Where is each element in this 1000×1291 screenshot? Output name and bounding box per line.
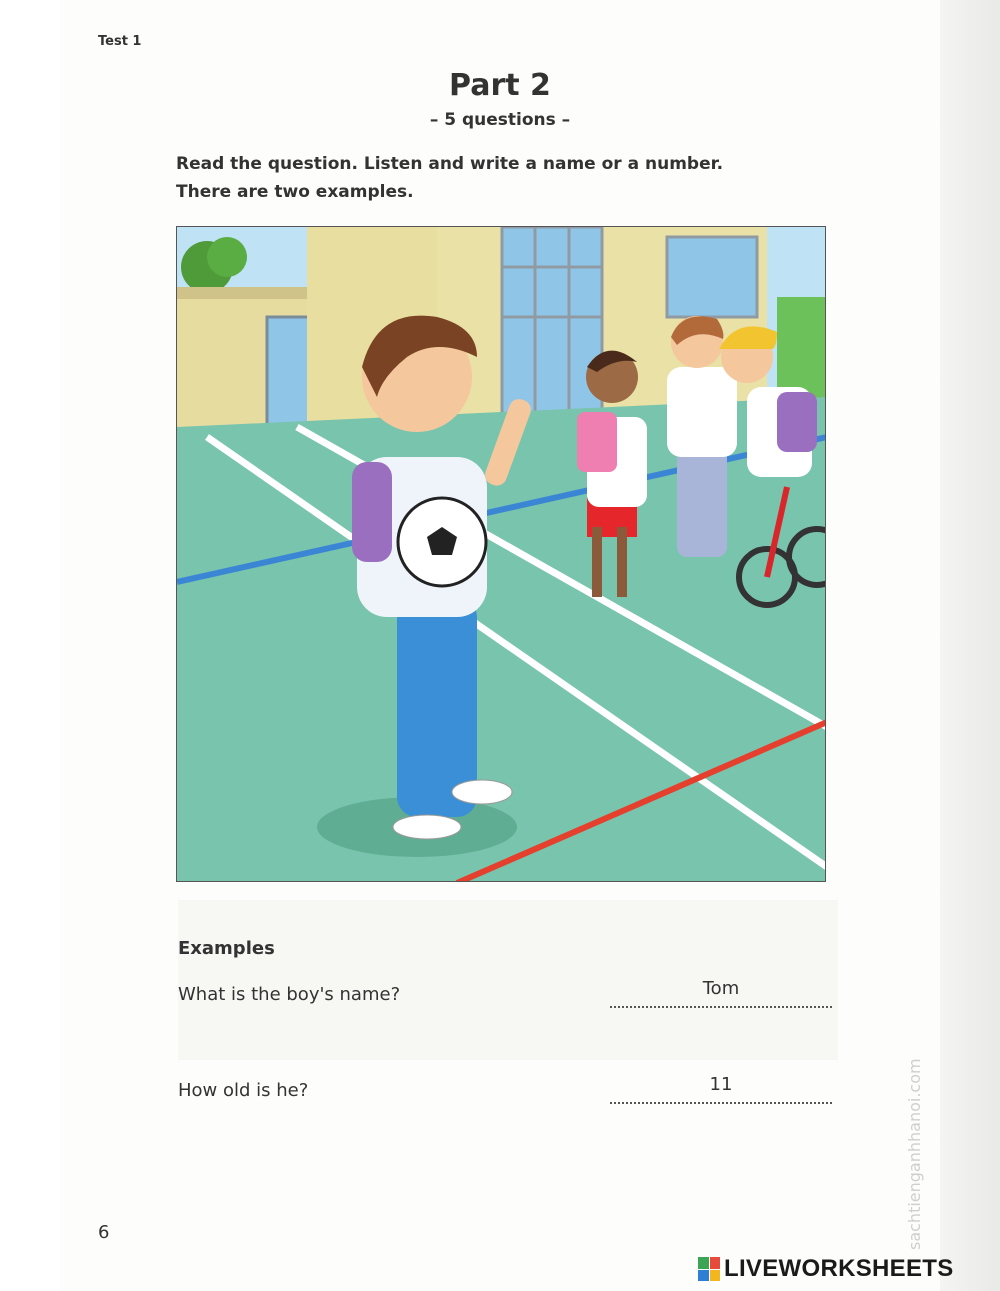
watermark: sachtienganhhanoi.com	[905, 1058, 924, 1250]
instruction-line-1: Read the question. Listen and write a name or a number.	[176, 154, 724, 174]
building-windows	[502, 227, 602, 427]
liveworksheets-logo	[698, 1254, 954, 1284]
logo-square-2	[710, 1257, 721, 1269]
example-answer-2: 11	[709, 1074, 733, 1095]
page-edge-shadow	[940, 0, 1000, 1291]
instructions	[176, 150, 723, 206]
brand-text: LIVEWORKSHEETS	[724, 1255, 954, 1282]
page-number: 6	[98, 1222, 110, 1243]
logo-square-4	[710, 1270, 721, 1282]
example-question-1: What is the boy's name?	[178, 984, 401, 1005]
schoolyard-illustration-icon	[177, 227, 826, 882]
part-title: Part 2	[449, 68, 551, 103]
example-question-2: How old is he?	[178, 1080, 309, 1101]
test-label: Test 1	[98, 34, 142, 49]
example-answer-field-1[interactable]	[610, 976, 832, 1008]
schoolyard-illustration	[176, 226, 826, 882]
part-subtitle: – 5 questions –	[429, 110, 571, 130]
logo-square-3	[698, 1270, 709, 1282]
logo-square-1	[698, 1257, 709, 1269]
liveworksheets-icon	[698, 1257, 720, 1281]
example-answer-1: Tom	[702, 978, 740, 999]
example-answer-field-2[interactable]	[610, 1072, 832, 1104]
instruction-line-2: There are two examples.	[176, 182, 414, 202]
examples-title: Examples	[178, 938, 275, 959]
